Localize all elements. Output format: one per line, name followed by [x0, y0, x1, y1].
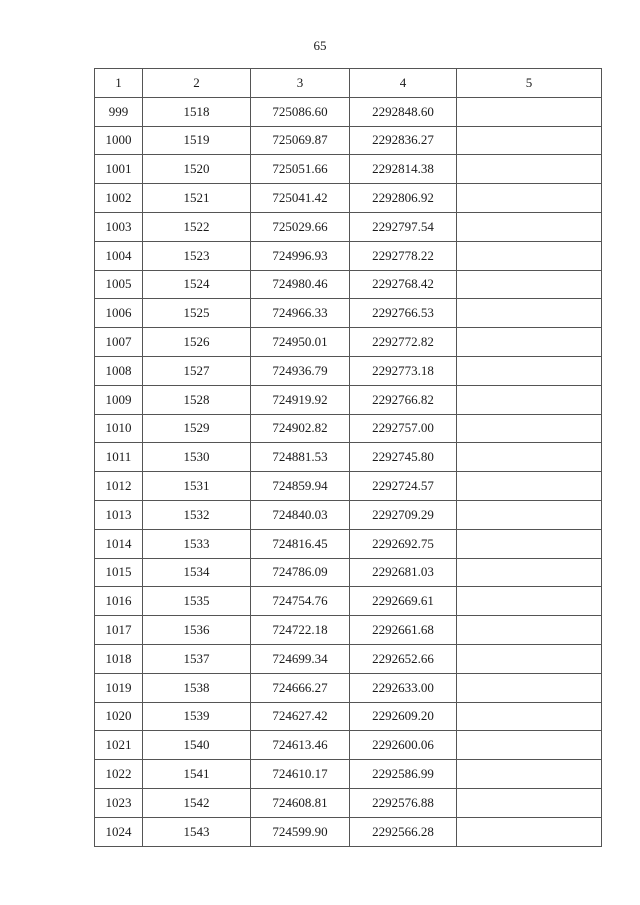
table-cell-col-1: 1015: [95, 558, 143, 587]
table-cell-col-5: [457, 270, 602, 299]
table-row: [95, 760, 602, 789]
table-cell-col-2: 1522: [143, 212, 251, 241]
table-row: [95, 472, 602, 501]
table-cell-col-4: 2292724.57: [350, 472, 457, 501]
table-cell-col-1: 1003: [95, 212, 143, 241]
table-cell-col-3: 724936.79: [251, 356, 350, 385]
table-cell-col-1: 1023: [95, 788, 143, 817]
table-cell-col-4: 2292576.88: [350, 788, 457, 817]
table-cell-col-4: 2292600.06: [350, 731, 457, 760]
table-cell-col-3: 724786.09: [251, 558, 350, 587]
table-cell-col-5: [457, 299, 602, 328]
table-cell-col-3: 724699.34: [251, 644, 350, 673]
table-cell-col-1: 1022: [95, 760, 143, 789]
table-cell-col-4: 2292586.99: [350, 760, 457, 789]
table-cell-col-3: 724608.81: [251, 788, 350, 817]
table-cell-col-2: 1534: [143, 558, 251, 587]
table-row: [95, 817, 602, 846]
table-row: [95, 673, 602, 702]
table-cell-col-2: 1526: [143, 328, 251, 357]
table-cell-col-1: 999: [95, 97, 143, 126]
table-cell-col-2: 1539: [143, 702, 251, 731]
table-cell-col-5: [457, 529, 602, 558]
table-cell-col-1: 1016: [95, 587, 143, 616]
table-cell-col-1: 1008: [95, 356, 143, 385]
table-cell-col-4: 2292778.22: [350, 241, 457, 270]
table-row: [95, 529, 602, 558]
table-cell-col-1: 1002: [95, 184, 143, 213]
table-cell-col-1: 1014: [95, 529, 143, 558]
table-cell-col-3: 725086.60: [251, 97, 350, 126]
table-cell-col-3: 724613.46: [251, 731, 350, 760]
table-cell-col-5: [457, 414, 602, 443]
table-cell-col-2: 1524: [143, 270, 251, 299]
table-row: [95, 299, 602, 328]
table-cell-col-1: 1020: [95, 702, 143, 731]
table-cell-col-1: 1013: [95, 500, 143, 529]
table-cell-col-5: [457, 644, 602, 673]
table-cell-col-3: 724840.03: [251, 500, 350, 529]
table-cell-col-1: 1021: [95, 731, 143, 760]
table-cell-col-2: 1523: [143, 241, 251, 270]
coordinates-table: [94, 68, 602, 847]
table-cell-col-5: [457, 702, 602, 731]
table-cell-col-5: [457, 126, 602, 155]
table-cell-col-4: 2292772.82: [350, 328, 457, 357]
table-cell-col-3: 724966.33: [251, 299, 350, 328]
table-cell-col-5: [457, 97, 602, 126]
table-row: [95, 270, 602, 299]
table-cell-col-4: 2292681.03: [350, 558, 457, 587]
table-cell-col-3: 724816.45: [251, 529, 350, 558]
table-cell-col-2: 1532: [143, 500, 251, 529]
table-cell-col-5: [457, 328, 602, 357]
table-row: [95, 385, 602, 414]
table-cell-col-3: 724722.18: [251, 616, 350, 645]
table-cell-col-2: 1529: [143, 414, 251, 443]
table-cell-col-5: [457, 356, 602, 385]
table-cell-col-4: 2292566.28: [350, 817, 457, 846]
table-cell-col-4: 2292797.54: [350, 212, 457, 241]
header-row: [95, 69, 602, 98]
table-row: [95, 414, 602, 443]
table-cell-col-2: 1538: [143, 673, 251, 702]
table-cell-col-5: [457, 155, 602, 184]
table-cell-col-1: 1019: [95, 673, 143, 702]
table-row: [95, 155, 602, 184]
table-cell-col-2: 1528: [143, 385, 251, 414]
table-cell-col-2: 1531: [143, 472, 251, 501]
table-cell-col-5: [457, 558, 602, 587]
table-cell-col-1: 1000: [95, 126, 143, 155]
table-cell-col-4: 2292773.18: [350, 356, 457, 385]
table-cell-col-5: [457, 587, 602, 616]
table-cell-col-1: 1004: [95, 241, 143, 270]
column-header-1: 1: [95, 69, 143, 98]
table-cell-col-5: [457, 731, 602, 760]
table-row: [95, 97, 602, 126]
table-cell-col-2: 1520: [143, 155, 251, 184]
table-cell-col-1: 1018: [95, 644, 143, 673]
table-row: [95, 212, 602, 241]
table-cell-col-5: [457, 500, 602, 529]
table-cell-col-3: 724666.27: [251, 673, 350, 702]
table-cell-col-1: 1005: [95, 270, 143, 299]
table-cell-col-2: 1519: [143, 126, 251, 155]
table-cell-col-1: 1010: [95, 414, 143, 443]
table-body: [95, 97, 602, 846]
table-cell-col-5: [457, 472, 602, 501]
table-cell-col-4: 2292836.27: [350, 126, 457, 155]
table-row: [95, 356, 602, 385]
table-cell-col-1: 1006: [95, 299, 143, 328]
table-cell-col-3: 724996.93: [251, 241, 350, 270]
table-cell-col-4: 2292652.66: [350, 644, 457, 673]
table-header: [95, 69, 602, 98]
table-cell-col-4: 2292766.53: [350, 299, 457, 328]
table-cell-col-2: 1530: [143, 443, 251, 472]
table-cell-col-1: 1007: [95, 328, 143, 357]
table-cell-col-5: [457, 817, 602, 846]
column-header-3: 3: [251, 69, 350, 98]
table-cell-col-3: 725041.42: [251, 184, 350, 213]
table-cell-col-3: 725029.66: [251, 212, 350, 241]
table-cell-col-2: 1518: [143, 97, 251, 126]
page-number: 65: [313, 38, 327, 53]
table-row: [95, 616, 602, 645]
table-cell-col-2: 1543: [143, 817, 251, 846]
table-cell-col-3: 724980.46: [251, 270, 350, 299]
table-cell-col-4: 2292709.29: [350, 500, 457, 529]
table-cell-col-4: 2292633.00: [350, 673, 457, 702]
table-cell-col-2: 1525: [143, 299, 251, 328]
table-row: [95, 184, 602, 213]
table-cell-col-4: 2292661.68: [350, 616, 457, 645]
table-row: [95, 500, 602, 529]
table-cell-col-2: 1542: [143, 788, 251, 817]
column-header-5: 5: [457, 69, 602, 98]
table-cell-col-4: 2292692.75: [350, 529, 457, 558]
table-row: [95, 644, 602, 673]
table-cell-col-5: [457, 788, 602, 817]
table-cell-col-5: [457, 184, 602, 213]
table-cell-col-1: 1017: [95, 616, 143, 645]
table-cell-col-2: 1537: [143, 644, 251, 673]
table-row: [95, 788, 602, 817]
table-cell-col-4: 2292766.82: [350, 385, 457, 414]
table-cell-col-2: 1527: [143, 356, 251, 385]
table-cell-col-1: 1012: [95, 472, 143, 501]
table-cell-col-5: [457, 212, 602, 241]
table-cell-col-2: 1540: [143, 731, 251, 760]
table-cell-col-1: 1001: [95, 155, 143, 184]
table-cell-col-4: 2292669.61: [350, 587, 457, 616]
table-cell-col-4: 2292848.60: [350, 97, 457, 126]
table-cell-col-5: [457, 241, 602, 270]
table-cell-col-5: [457, 443, 602, 472]
table-cell-col-3: 724599.90: [251, 817, 350, 846]
table-row: [95, 558, 602, 587]
column-header-4: 4: [350, 69, 457, 98]
table-cell-col-4: 2292814.38: [350, 155, 457, 184]
table-cell-col-3: 725069.87: [251, 126, 350, 155]
table-cell-col-2: 1521: [143, 184, 251, 213]
table-cell-col-2: 1535: [143, 587, 251, 616]
table-cell-col-3: 724950.01: [251, 328, 350, 357]
table-cell-col-3: 724919.92: [251, 385, 350, 414]
table-cell-col-1: 1011: [95, 443, 143, 472]
table-cell-col-2: 1533: [143, 529, 251, 558]
table-cell-col-3: 724881.53: [251, 443, 350, 472]
table-cell-col-5: [457, 760, 602, 789]
table-cell-col-3: 724902.82: [251, 414, 350, 443]
table-cell-col-3: 724610.17: [251, 760, 350, 789]
table-cell-col-4: 2292757.00: [350, 414, 457, 443]
table-row: [95, 241, 602, 270]
table-row: [95, 126, 602, 155]
table-cell-col-5: [457, 385, 602, 414]
table-cell-col-2: 1536: [143, 616, 251, 645]
table-cell-col-4: 2292806.92: [350, 184, 457, 213]
table-cell-col-3: 725051.66: [251, 155, 350, 184]
table-cell-col-3: 724859.94: [251, 472, 350, 501]
table-row: [95, 702, 602, 731]
column-header-2: 2: [143, 69, 251, 98]
table-cell-col-4: 2292768.42: [350, 270, 457, 299]
table-row: [95, 731, 602, 760]
table-row: [95, 328, 602, 357]
table-row: [95, 443, 602, 472]
table-cell-col-4: 2292609.20: [350, 702, 457, 731]
table-cell-col-4: 2292745.80: [350, 443, 457, 472]
table-cell-col-5: [457, 673, 602, 702]
table-cell-col-1: 1009: [95, 385, 143, 414]
table-row: [95, 587, 602, 616]
table-cell-col-3: 724627.42: [251, 702, 350, 731]
table-cell-col-2: 1541: [143, 760, 251, 789]
table-cell-col-1: 1024: [95, 817, 143, 846]
table-cell-col-5: [457, 616, 602, 645]
table-cell-col-3: 724754.76: [251, 587, 350, 616]
